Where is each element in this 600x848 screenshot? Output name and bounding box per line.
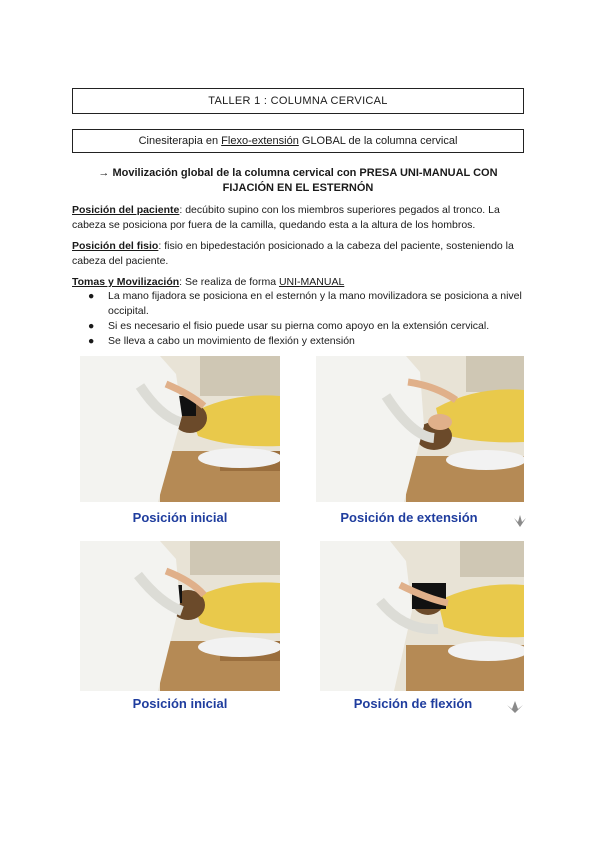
subtitle-box	[72, 129, 524, 153]
paragraph-fisio	[72, 239, 530, 269]
title-box	[72, 88, 524, 114]
fisio-label: Posición del fisio	[72, 240, 159, 252]
photo-extension-position	[316, 356, 524, 502]
subtitle-suffix: GLOBAL de la columna cervical	[298, 135, 458, 147]
list-item	[88, 289, 530, 319]
bullet-text: La mano fijadora se posiciona en el esternón y la mano movilizadora se posiciona a nivel occipital.	[108, 290, 522, 317]
subtitle-underlined: Flexo-extensión	[221, 135, 299, 147]
caption-extension-position: Posición de extensión	[340, 510, 478, 525]
page-title: TALLER 1 : COLUMNA CERVICAL	[208, 95, 388, 107]
section-title-line-1: → Movilización global de la columna cervical con PRESA UNI-MANUAL CON	[98, 167, 498, 179]
section-title-line-2: FIJACIÓN EN EL ESTERNÓN	[222, 182, 374, 194]
fisio-text: : fisio en bipedestación posicionado a la cabeza del paciente, sosteniendo la cabeza del paciente.	[72, 240, 514, 267]
paciente-text: : decúbito supino con los miembros superiores pegados al tronco. La cabeza se posiciona por fuera de la camilla, quedando esta a la altura de los hombros.	[72, 204, 500, 231]
caption-initial-position-1: Posición inicial	[132, 510, 228, 525]
caption-initial-position-2: Posición inicial	[132, 696, 228, 711]
bullet-text: Si es necesario el fisio puede usar su pierna como apoyo en la extensión cervical.	[108, 320, 490, 332]
paragraph-paciente	[72, 203, 530, 233]
tomas-text: : Se realiza de forma	[179, 276, 279, 288]
photo-initial-position-1	[80, 356, 280, 502]
list-item	[88, 319, 530, 334]
photo-flexion-position	[320, 541, 524, 691]
leaf-logo-icon	[505, 700, 525, 714]
caption-flexion-position: Posición de flexión	[353, 696, 473, 711]
section-title	[72, 166, 524, 196]
bullet-list	[72, 289, 530, 349]
bullet-icon: ●	[88, 320, 95, 332]
bullet-icon: ●	[88, 290, 95, 302]
tomas-label: Tomas y Movilización	[72, 276, 180, 288]
paragraph-tomas	[72, 275, 530, 290]
tomas-underlined: UNI-MANUAL	[278, 276, 345, 288]
photo-initial-position-2	[80, 541, 280, 691]
leaf-logo-icon	[512, 514, 528, 528]
list-item	[88, 334, 530, 349]
subtitle-prefix: Cinesiterapia en	[138, 135, 222, 147]
bullet-icon: ●	[88, 335, 95, 347]
paciente-label: Posición del paciente	[72, 204, 180, 216]
bullet-text: Se lleva a cabo un movimiento de flexión y extensión	[108, 335, 355, 347]
